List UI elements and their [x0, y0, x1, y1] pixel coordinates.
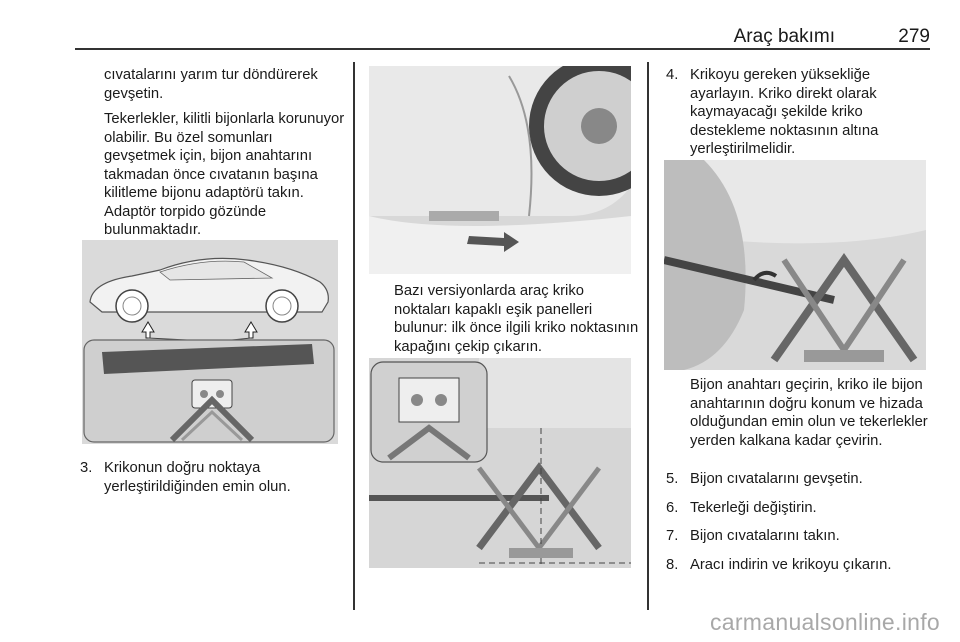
header-rule [75, 48, 930, 50]
step-3-number: 3. [80, 460, 93, 476]
step-4-number: 4. [666, 67, 679, 83]
col1-step-3 [80, 459, 345, 506]
figure-jack-raise [664, 160, 926, 370]
col1-paragraph-2: Tekerlekler, kilitli bijonlarla korunuyor olabilir. Bu özel somunları gevşetmek için, bijon anahtarını takmadan önce cıvatanın başına kilitleme bijonu adaptörü takın. Adaptör torpido gözünde bulunmaktadır. [104, 111, 345, 238]
column-divider-1 [353, 62, 355, 610]
step-7-number: 7. [666, 528, 679, 544]
col3-step-list [666, 470, 930, 584]
figure-car-jack-points [82, 240, 338, 444]
column-1 [80, 66, 345, 247]
step-4-text: Krikoyu gereken yüksekliğe ayarlayın. Kriko direkt olarak kaymayacağı şekilde kriko destekleme noktasının altına yerleştirilmelidir. [690, 67, 879, 157]
step-7-text: Bijon cıvatalarını takın. [690, 528, 840, 544]
step-6-number: 6. [666, 499, 679, 516]
col2-paragraph-1: Bazı versiyonlarda araç kriko noktaları kapaklı eşik panelleri bulunur: ilk önce ilgili kriko noktasının kapağını çekip çıkarın. [394, 283, 639, 355]
col3-step-4 [666, 66, 928, 169]
column-2-text [394, 282, 639, 363]
step-5-number: 5. [666, 471, 679, 487]
step-8-text: Aracı indirin ve krikoyu çıkarın. [690, 556, 892, 573]
list-item [666, 556, 930, 575]
column-divider-2 [647, 62, 649, 610]
list-item [666, 527, 930, 546]
col3-paragraph-after: Bijon anahtarı geçirin, kriko ile bijon anahtarının doğru konum ve hizada olduğundan emin olun ve tekerlekler yerden kalkana kadar çevirin. [690, 377, 928, 449]
list-item [666, 499, 930, 518]
step-8-number: 8. [666, 556, 679, 573]
figure-sill-panel-cover [369, 66, 631, 274]
column-3-text [690, 376, 930, 457]
section-title: Araç bakımı [733, 26, 835, 47]
page-header [75, 20, 930, 50]
page-number: 279 [898, 26, 930, 47]
watermark: carmanualsonline.info [709, 609, 940, 635]
list-item [666, 470, 930, 489]
col1-paragraph-1: cıvatalarını yarım tur döndürerek gevşetin. [104, 67, 318, 102]
figure-jack-under-sill [369, 358, 631, 568]
step-6-text: Tekerleği değiştirin. [690, 499, 817, 516]
step-3-text: Krikonun doğru noktaya yerleştirildiğinden emin olun. [104, 460, 291, 495]
step-5-text: Bijon cıvatalarını gevşetin. [690, 471, 863, 487]
